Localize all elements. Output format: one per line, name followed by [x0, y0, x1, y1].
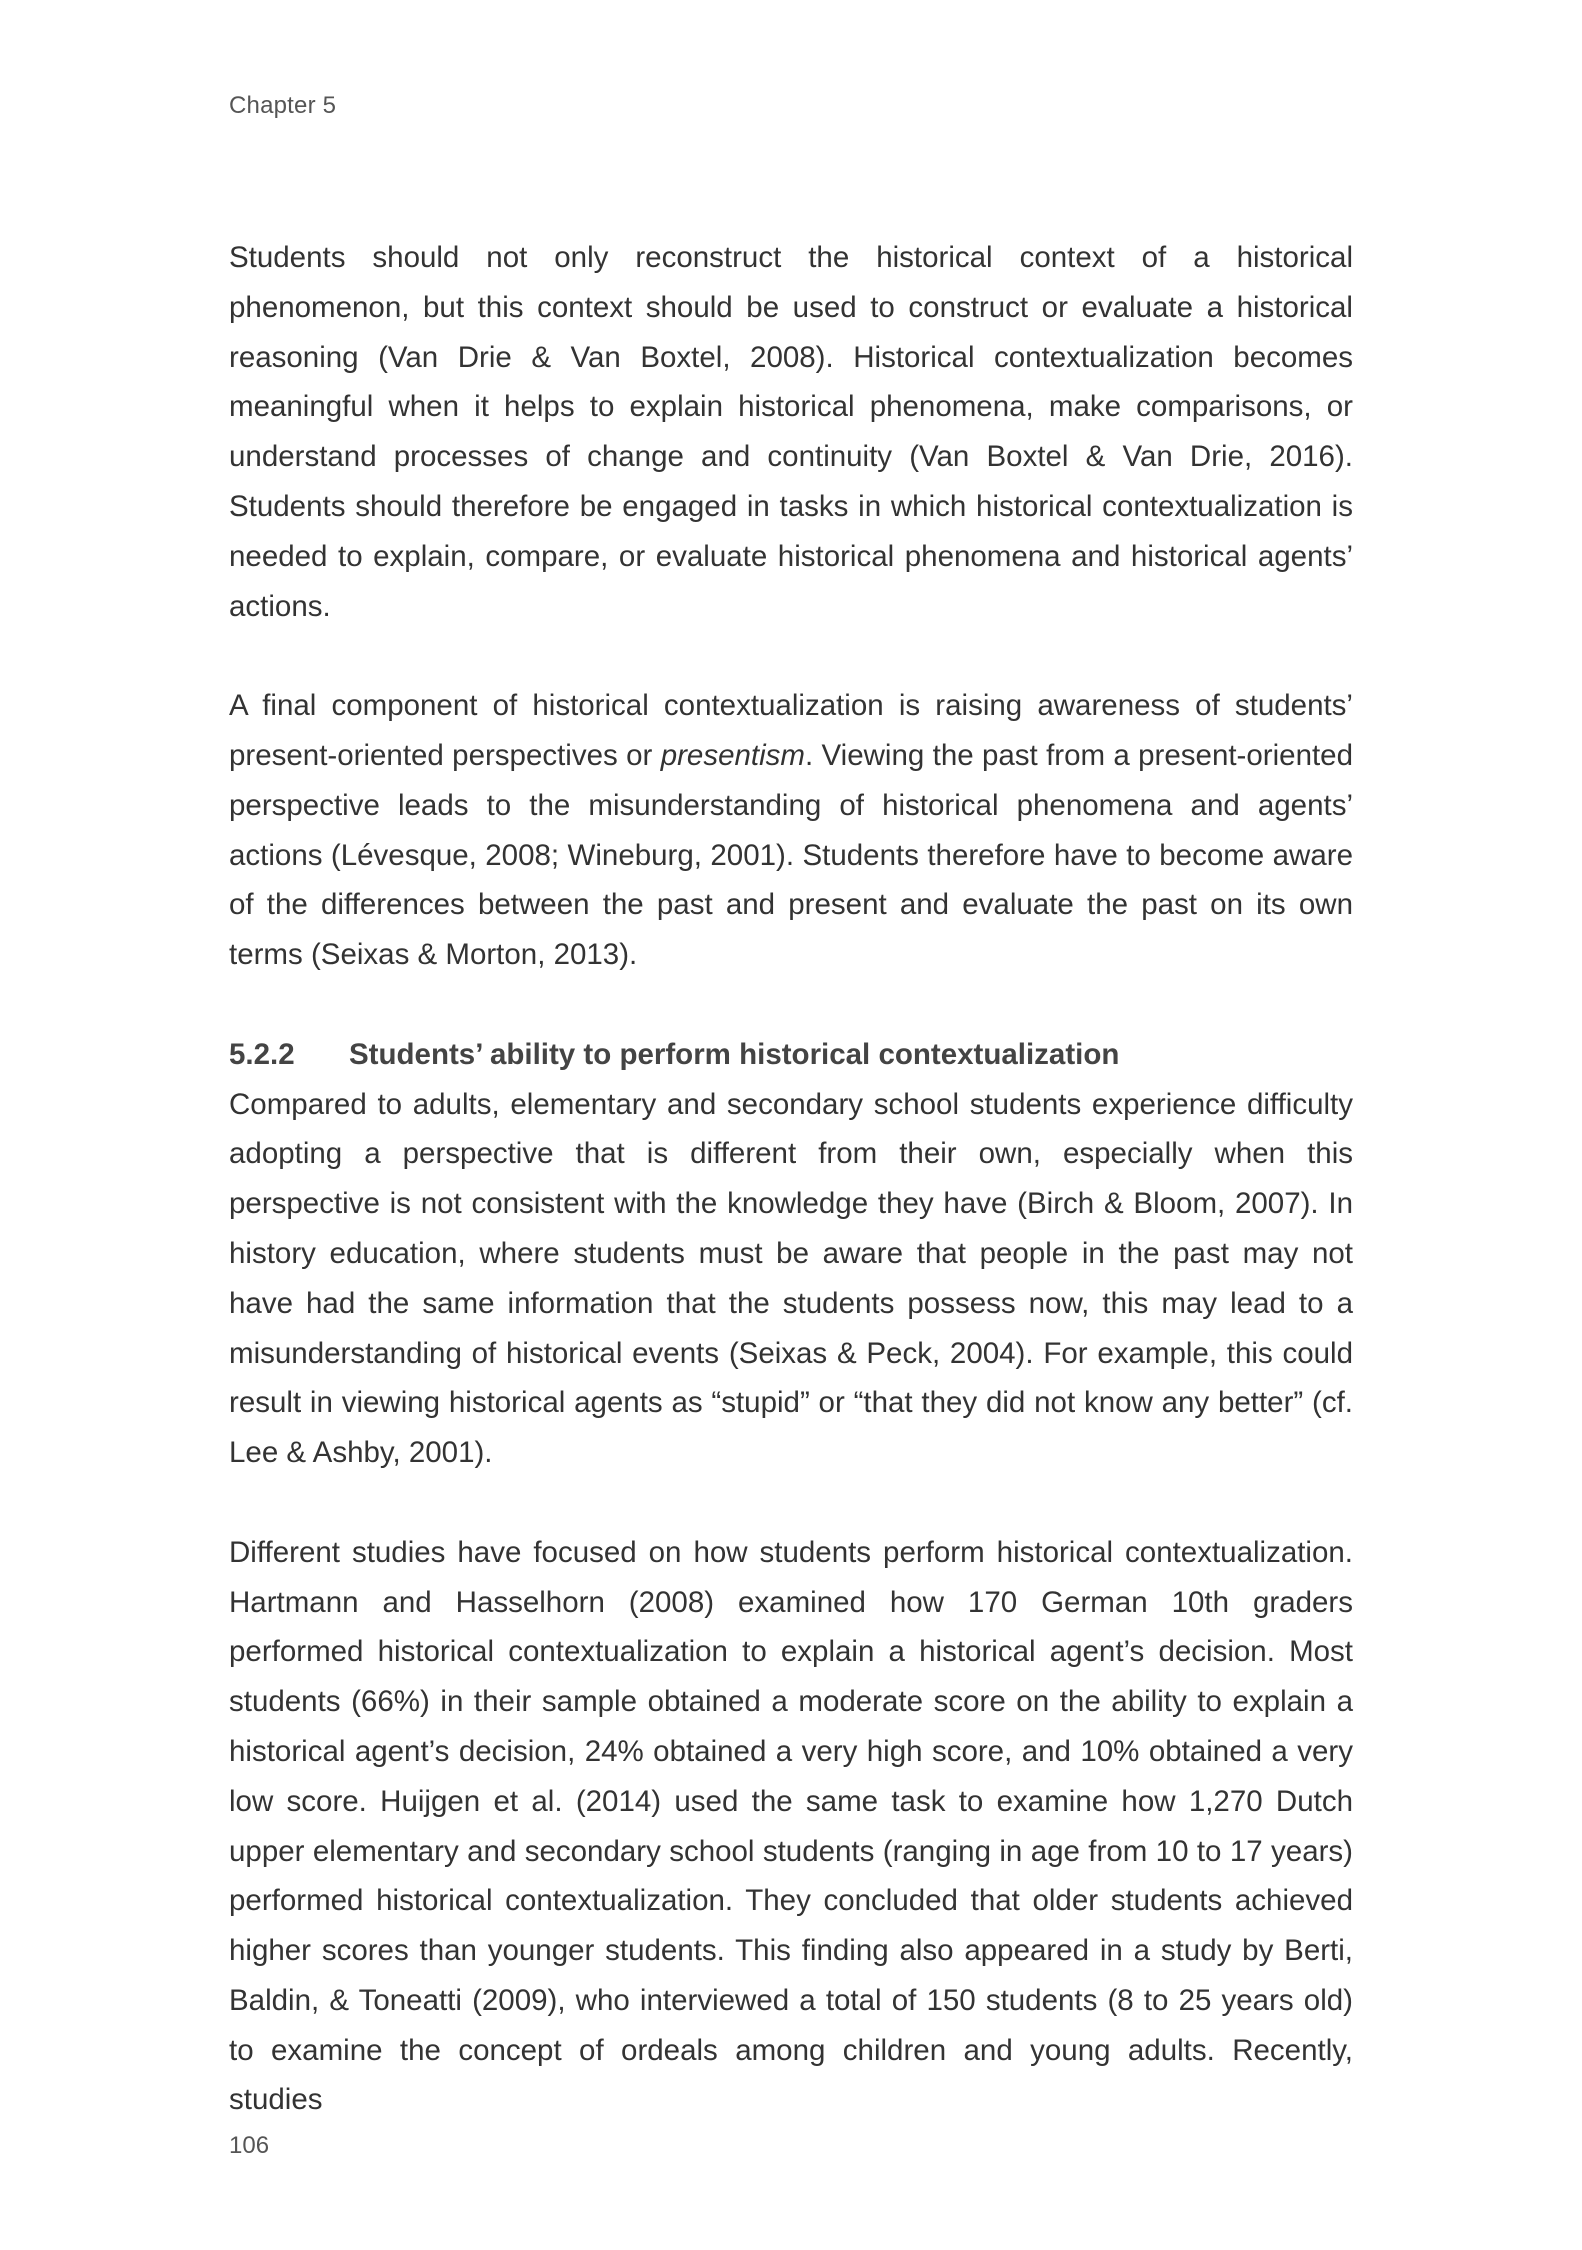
- paragraph-presentism: [229, 681, 1353, 980]
- paragraph-different-studies: Different studies have focused on how students perform historical contextualization. Hartmann and Hasselhorn (2008) examined how 170 German 10th graders performed historical contextualization to explain a historical agent’s decision. Most students (66%) in their sample obtained a moderate score on the ability to explain a historical agent’s decision, 24% obtained a very high score, and 10% obtained a very low score. Huijgen et al. (2014) used the same task to examine how 1,270 Dutch upper elementary and secondary school students (ranging in age from 10 to 17 years) performed historical contextualization. They concluded that older students achieved higher scores than younger students. This finding also appeared in a study by Berti, Baldin, & Toneatti (2009), who interviewed a total of 150 students (8 to 25 years old) to examine the concept of ordeals among children and young adults. Recently, studies: [229, 1535, 1353, 2117]
- running-header: Chapter 5: [229, 92, 337, 119]
- body-text: [229, 233, 1353, 2125]
- section-title: Students’ ability to perform historical contextualization: [349, 1037, 1120, 1071]
- paragraph-students-ability: Compared to adults, elementary and secondary school students experience difficulty adopting a perspective that is different from their own, especially when this perspective is not consistent with the knowledge they have (Birch & Bloom, 2007). In history education, where students must be aware that people in the past may not have had the same information that the students possess now, this may lead to a misunderstanding of historical events (Seixas & Peck, 2004). For example, this could result in viewing historical agents as “stupid” or “that they did not know any better” (cf. Lee & Ashby, 2001).: [229, 1087, 1353, 1470]
- paragraph-presentism-start: A final component of historical contextualization is raising awareness of students’ present-oriented perspectives or: [229, 689, 1353, 772]
- paragraph-historical-reasoning: Students should not only reconstruct the historical context of a historical phenomenon, but this context should be used to construct or evaluate a historical reasoning (Van Drie & Van Boxtel, 2008). Historical contextualization becomes meaningful when it helps to explain historical phenomena, make comparisons, or understand processes of change and continuity (Van Boxtel & Van Drie, 2016). Students should therefore be engaged in tasks in which historical contextualization is needed to explain, compare, or evaluate historical phenomena and historical agents’ actions.: [229, 241, 1353, 623]
- section-heading: [229, 1030, 1353, 1080]
- section-number: 5.2.2: [229, 1037, 295, 1071]
- presentism-term: presentism: [660, 738, 805, 772]
- page-number: 106: [229, 2132, 270, 2159]
- paragraph-presentism-end: . Viewing the past from a present-oriented perspective leads to the misunderstanding of historical phenomena and agents’ actions (Lévesque, 2008; Wineburg, 2001). Students therefore have to become aware of the differences between the past and present and evaluate the past on its own terms (Seixas & Morton, 2013).: [229, 738, 1353, 972]
